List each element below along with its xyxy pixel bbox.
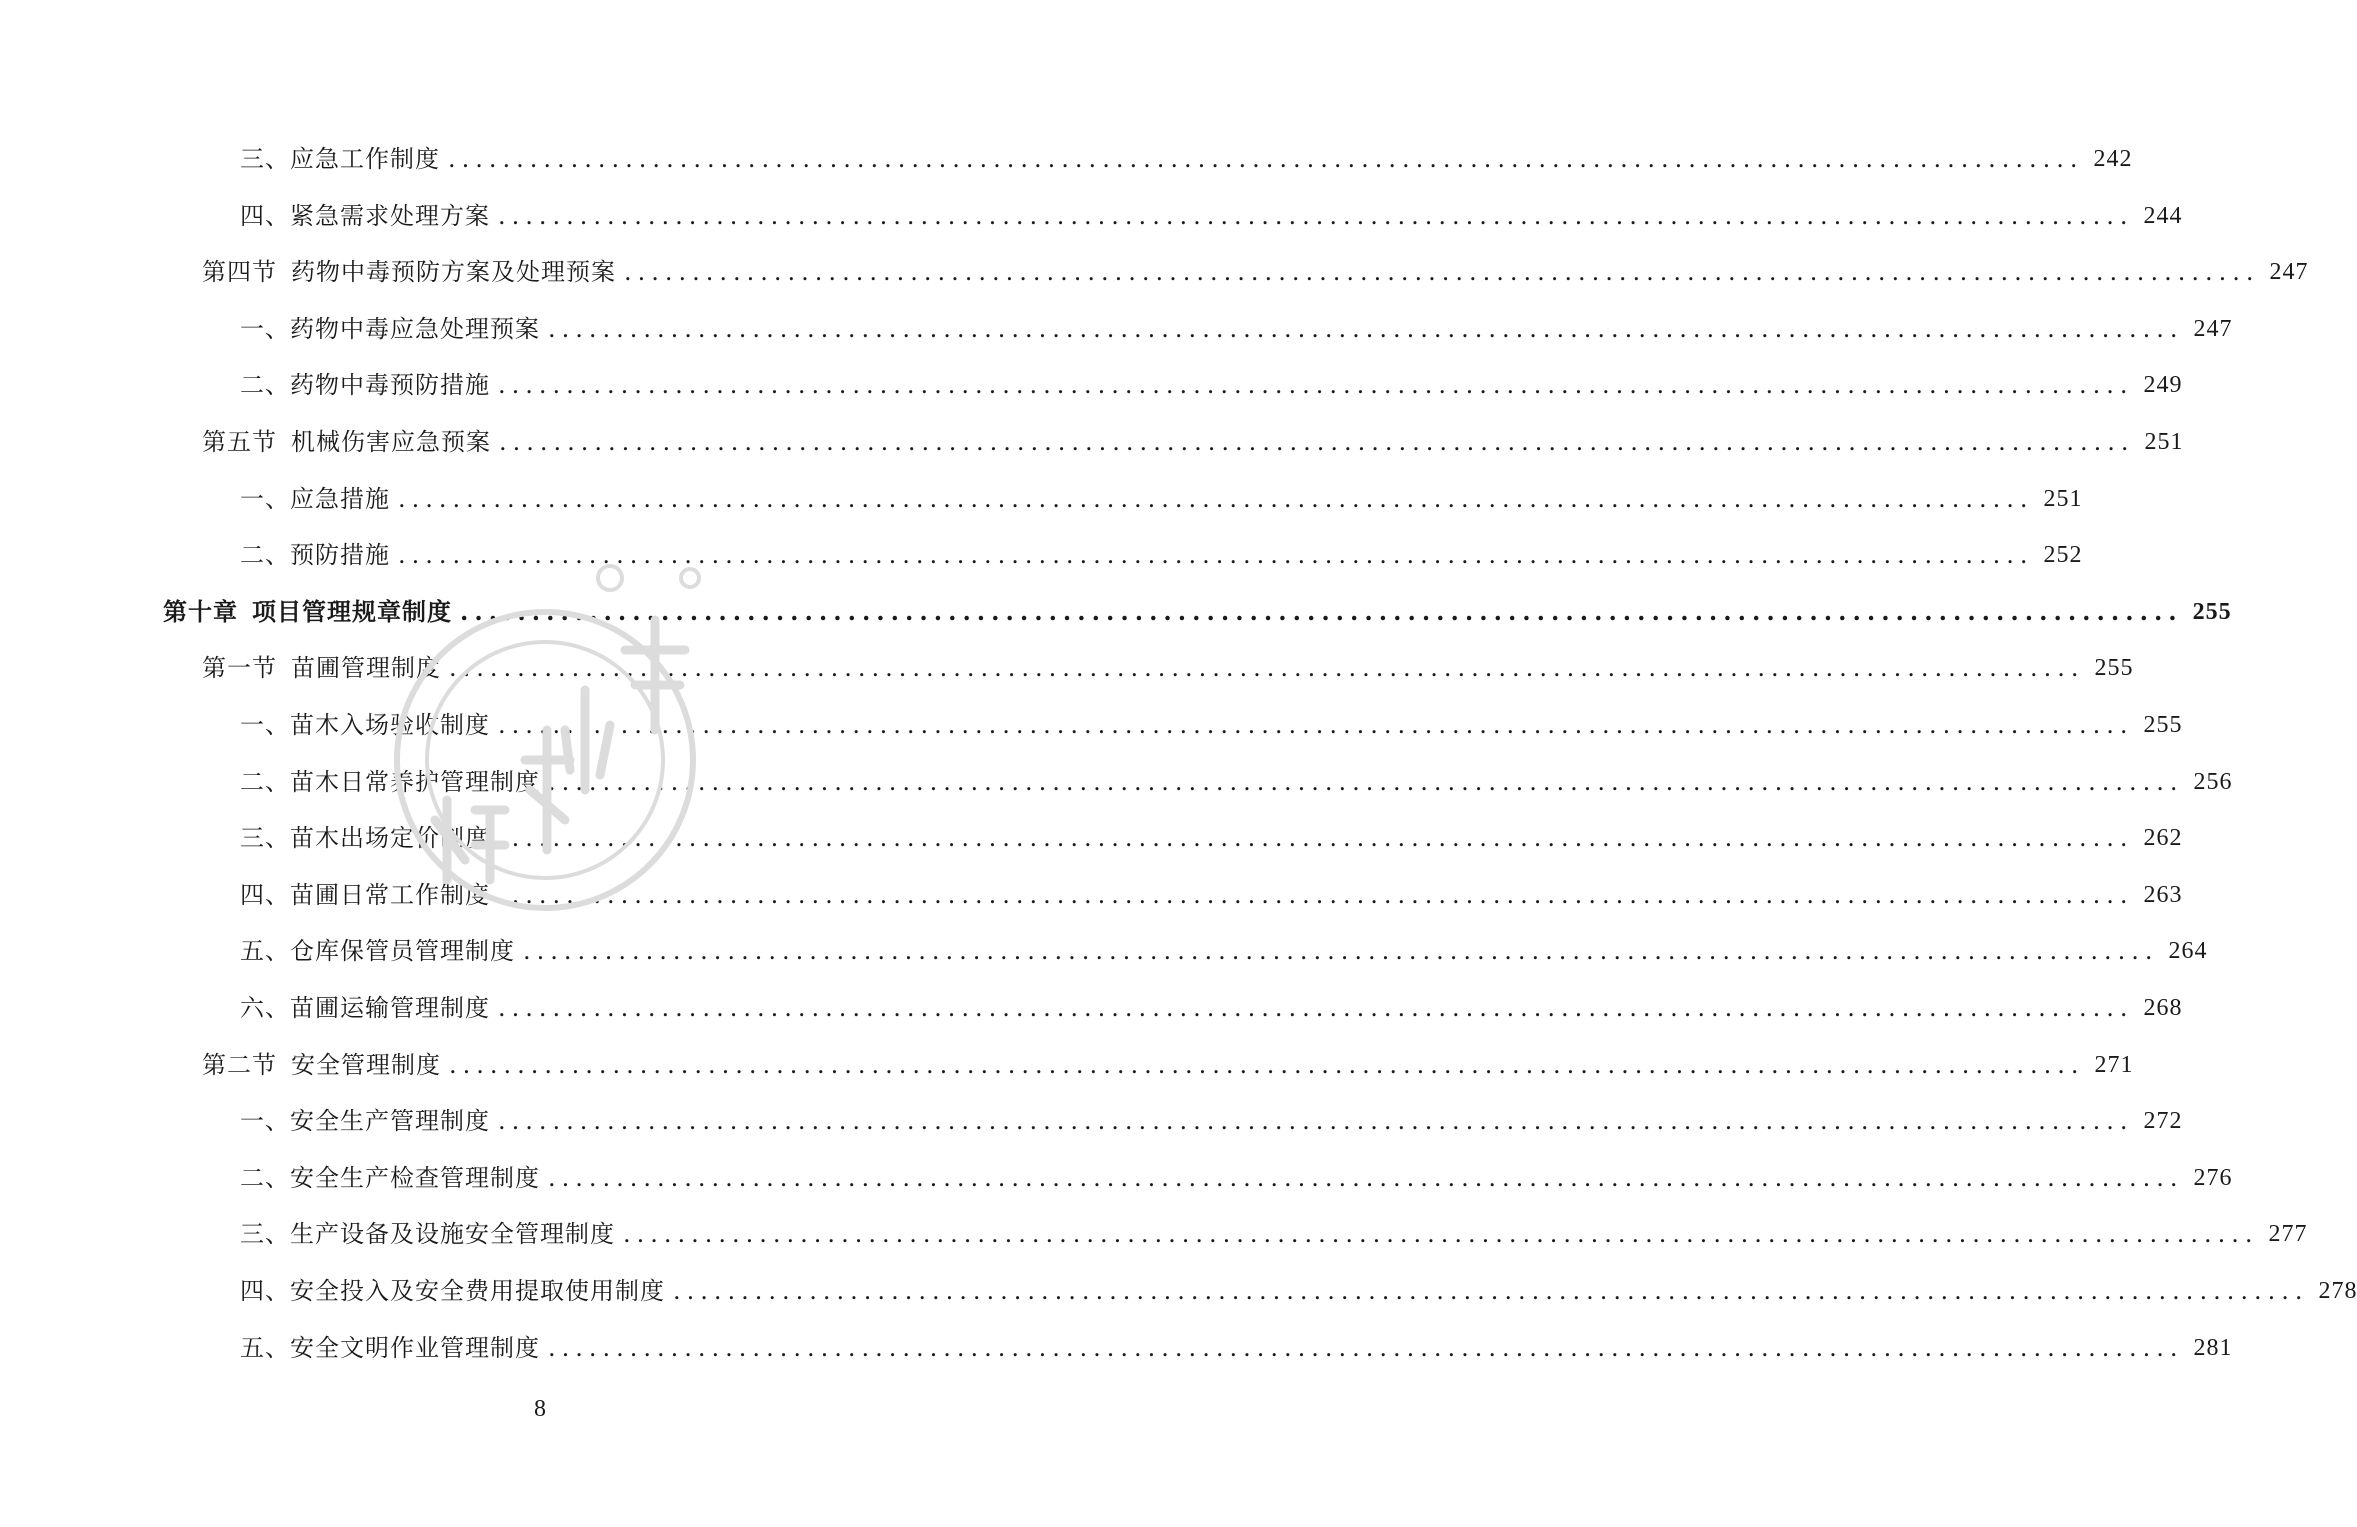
toc-entry-number: 三、 bbox=[240, 824, 290, 852]
toc-entry-number: 第一节 bbox=[202, 654, 277, 682]
toc-entry-title: 苗木出场定价制度 bbox=[290, 824, 490, 852]
toc-entry-label bbox=[240, 1101, 490, 1141]
toc-entry-item[interactable] bbox=[240, 931, 2208, 971]
toc-entry-page: 247 bbox=[2193, 316, 2233, 342]
toc-entry-label bbox=[240, 479, 390, 519]
toc-dot-leader: ........................................................................................................................ bbox=[498, 202, 2134, 230]
toc-entry-page: 264 bbox=[2168, 938, 2208, 964]
toc-entry-number: 一、 bbox=[240, 315, 290, 343]
toc-entry-number: 第十章 bbox=[163, 597, 238, 626]
toc-entry-title: 预防措施 bbox=[290, 541, 390, 569]
toc-entry-title: 苗圃管理制度 bbox=[291, 654, 441, 682]
toc-entry-page: 256 bbox=[2193, 769, 2233, 795]
toc-entry-number: 四、 bbox=[240, 202, 290, 230]
toc-entry-page: 249 bbox=[2143, 372, 2183, 398]
toc-entry-page: 271 bbox=[2094, 1052, 2134, 1078]
toc-entry-page: 247 bbox=[2269, 259, 2309, 285]
toc-entry-title: 安全生产管理制度 bbox=[290, 1107, 490, 1135]
toc-dot-leader: ........................................................................................................................ bbox=[498, 994, 2134, 1022]
toc-dot-leader: ........................................................................................................................ bbox=[498, 371, 2134, 399]
toc-entry-number: 五、 bbox=[240, 937, 290, 965]
toc-entry-page: 251 bbox=[2043, 486, 2083, 512]
toc-entry-label bbox=[240, 1328, 540, 1368]
toc-entry-item[interactable] bbox=[240, 818, 2183, 858]
toc-entry-page: 252 bbox=[2043, 542, 2083, 568]
toc-dot-leader: ........................................................................................................................ bbox=[498, 711, 2134, 739]
toc-entry-title: 仓库保管员管理制度 bbox=[290, 937, 515, 965]
toc-entry-title: 安全管理制度 bbox=[291, 1051, 441, 1079]
toc-entry-page: 281 bbox=[2193, 1335, 2233, 1361]
toc-entry-number: 二、 bbox=[240, 541, 290, 569]
toc-entry-page: 268 bbox=[2143, 995, 2183, 1021]
toc-entry-label bbox=[240, 1214, 615, 1254]
toc-dot-leader: ........................................................................................................................ bbox=[448, 145, 2084, 173]
toc-entry-page: 242 bbox=[2093, 146, 2133, 172]
toc-entry-page: 255 bbox=[2192, 599, 2232, 625]
toc-entry-page: 255 bbox=[2094, 655, 2134, 681]
toc-entry-item[interactable] bbox=[240, 1271, 2357, 1311]
toc-entry-label bbox=[202, 1045, 441, 1085]
toc-entry-item[interactable] bbox=[240, 1101, 2183, 1141]
toc-entry-item[interactable] bbox=[240, 1214, 2308, 1254]
toc-entry-section[interactable] bbox=[202, 252, 2309, 292]
toc-entry-item[interactable] bbox=[240, 1158, 2233, 1198]
toc-entry-number: 二、 bbox=[240, 371, 290, 399]
toc-entry-page: 244 bbox=[2143, 203, 2183, 229]
toc-dot-leader: ........................................................................................................................ bbox=[449, 654, 2085, 682]
toc-entry-item[interactable] bbox=[240, 875, 2183, 915]
toc-entry-title: 生产设备及设施安全管理制度 bbox=[290, 1220, 615, 1248]
toc-entry-label bbox=[240, 875, 490, 915]
toc-dot-leader: ........................................................................................................................ bbox=[398, 485, 2034, 513]
toc-entry-title: 安全投入及安全费用提取使用制度 bbox=[290, 1277, 665, 1305]
toc-entry-page: 272 bbox=[2143, 1108, 2183, 1134]
toc-entry-number: 三、 bbox=[240, 1220, 290, 1248]
toc-entry-label bbox=[202, 252, 616, 292]
toc-entry-item[interactable] bbox=[240, 988, 2183, 1028]
toc-entry-title: 药物中毒应急处理预案 bbox=[290, 315, 540, 343]
toc-entry-title: 苗木入场验收制度 bbox=[290, 711, 490, 739]
toc-entry-page: 277 bbox=[2268, 1221, 2308, 1247]
toc-dot-leader: ........................................................................................................................ bbox=[624, 258, 2260, 286]
toc-dot-leader: ........................................................................................................................ bbox=[499, 428, 2135, 456]
toc-entry-label bbox=[240, 818, 490, 858]
toc-entry-number: 一、 bbox=[240, 485, 290, 513]
toc-entry-label bbox=[163, 592, 452, 632]
toc-entry-item[interactable] bbox=[240, 139, 2133, 179]
toc-dot-leader: ........................................................................................................................ bbox=[673, 1277, 2309, 1305]
toc-entry-item[interactable] bbox=[240, 705, 2183, 745]
toc-entry-item[interactable] bbox=[240, 1328, 2233, 1368]
toc-entry-title: 安全生产检查管理制度 bbox=[290, 1164, 540, 1192]
toc-entry-label bbox=[240, 365, 490, 405]
toc-entry-section[interactable] bbox=[202, 648, 2134, 688]
toc-entry-section[interactable] bbox=[202, 1045, 2134, 1085]
toc-dot-leader: ........................................................................................................................ bbox=[398, 541, 2034, 569]
toc-entry-number: 第四节 bbox=[202, 258, 277, 286]
toc-entry-label bbox=[240, 1158, 540, 1198]
toc-entry-label bbox=[240, 139, 440, 179]
toc-entry-label bbox=[240, 988, 490, 1028]
toc-entry-number: 一、 bbox=[240, 1107, 290, 1135]
toc-entry-title: 安全文明作业管理制度 bbox=[290, 1334, 540, 1362]
toc-dot-leader: ........................................................................................................................ bbox=[449, 1051, 2085, 1079]
toc-entry-number: 二、 bbox=[240, 768, 290, 796]
toc-entry-title: 苗圃日常工作制度 bbox=[290, 881, 490, 909]
toc-entry-title: 苗圃运输管理制度 bbox=[290, 994, 490, 1022]
toc-entry-title: 苗木日常养护管理制度 bbox=[290, 768, 540, 796]
toc-entry-label bbox=[240, 705, 490, 745]
toc-entry-label bbox=[240, 762, 540, 802]
toc-entry-label bbox=[240, 309, 540, 349]
toc-entry-label bbox=[240, 535, 390, 575]
toc-dot-leader: ........................................................................................................................ bbox=[548, 1164, 2184, 1192]
toc-entry-label bbox=[202, 422, 491, 462]
toc-entry-number: 三、 bbox=[240, 145, 290, 173]
toc-dot-leader: ........................................................................................................................ bbox=[548, 1334, 2184, 1362]
toc-entry-label bbox=[202, 648, 441, 688]
toc-entry-item[interactable] bbox=[240, 535, 2083, 575]
toc-entry-number: 第五节 bbox=[202, 428, 277, 456]
toc-entry-number: 四、 bbox=[240, 1277, 290, 1305]
toc-dot-leader: ........................................................................................................................ bbox=[523, 937, 2159, 965]
toc-entry-item[interactable] bbox=[240, 479, 2083, 519]
toc-dot-leader: ........................................................................................................................ bbox=[498, 881, 2134, 909]
toc-entry-chapter[interactable] bbox=[163, 592, 2232, 632]
toc-entry-page: 278 bbox=[2318, 1278, 2357, 1304]
toc-dot-leader: ........................................................................................................................ bbox=[498, 824, 2134, 852]
toc-entry-page: 276 bbox=[2193, 1165, 2233, 1191]
toc-entry-item[interactable] bbox=[240, 309, 2233, 349]
page-number: 8 bbox=[534, 1396, 546, 1422]
toc-entry-number: 四、 bbox=[240, 881, 290, 909]
toc-entry-number: 第二节 bbox=[202, 1051, 277, 1079]
toc-entry-label bbox=[240, 196, 490, 236]
toc-entry-title: 应急工作制度 bbox=[290, 145, 440, 173]
toc-entry-label bbox=[240, 1271, 665, 1311]
toc-entry-title: 应急措施 bbox=[290, 485, 390, 513]
toc-dot-leader: ........................................................................................................................ bbox=[460, 597, 2183, 626]
toc-entry-page: 262 bbox=[2143, 825, 2183, 851]
toc-entry-page: 263 bbox=[2143, 882, 2183, 908]
toc-entry-number: 二、 bbox=[240, 1164, 290, 1192]
toc-entry-title: 药物中毒预防措施 bbox=[290, 371, 490, 399]
toc-entry-item[interactable] bbox=[240, 196, 2183, 236]
toc-entry-title: 药物中毒预防方案及处理预案 bbox=[291, 258, 616, 286]
toc-entry-number: 一、 bbox=[240, 711, 290, 739]
toc-entry-number: 六、 bbox=[240, 994, 290, 1022]
toc-dot-leader: ........................................................................................................................ bbox=[548, 768, 2184, 796]
toc-dot-leader: ........................................................................................................................ bbox=[623, 1220, 2259, 1248]
toc-entry-label bbox=[240, 931, 515, 971]
toc-dot-leader: ........................................................................................................................ bbox=[498, 1107, 2134, 1135]
toc-entry-item[interactable] bbox=[240, 365, 2183, 405]
toc-entry-number: 五、 bbox=[240, 1334, 290, 1362]
toc-entry-page: 255 bbox=[2143, 712, 2183, 738]
toc-entry-page: 251 bbox=[2144, 429, 2184, 455]
toc-entry-title: 机械伤害应急预案 bbox=[291, 428, 491, 456]
toc-dot-leader: ........................................................................................................................ bbox=[548, 315, 2184, 343]
toc-entry-title: 紧急需求处理方案 bbox=[290, 202, 490, 230]
toc-entry-title: 项目管理规章制度 bbox=[252, 597, 452, 626]
toc-entry-item[interactable] bbox=[240, 762, 2233, 802]
toc-entry-section[interactable] bbox=[202, 422, 2184, 462]
